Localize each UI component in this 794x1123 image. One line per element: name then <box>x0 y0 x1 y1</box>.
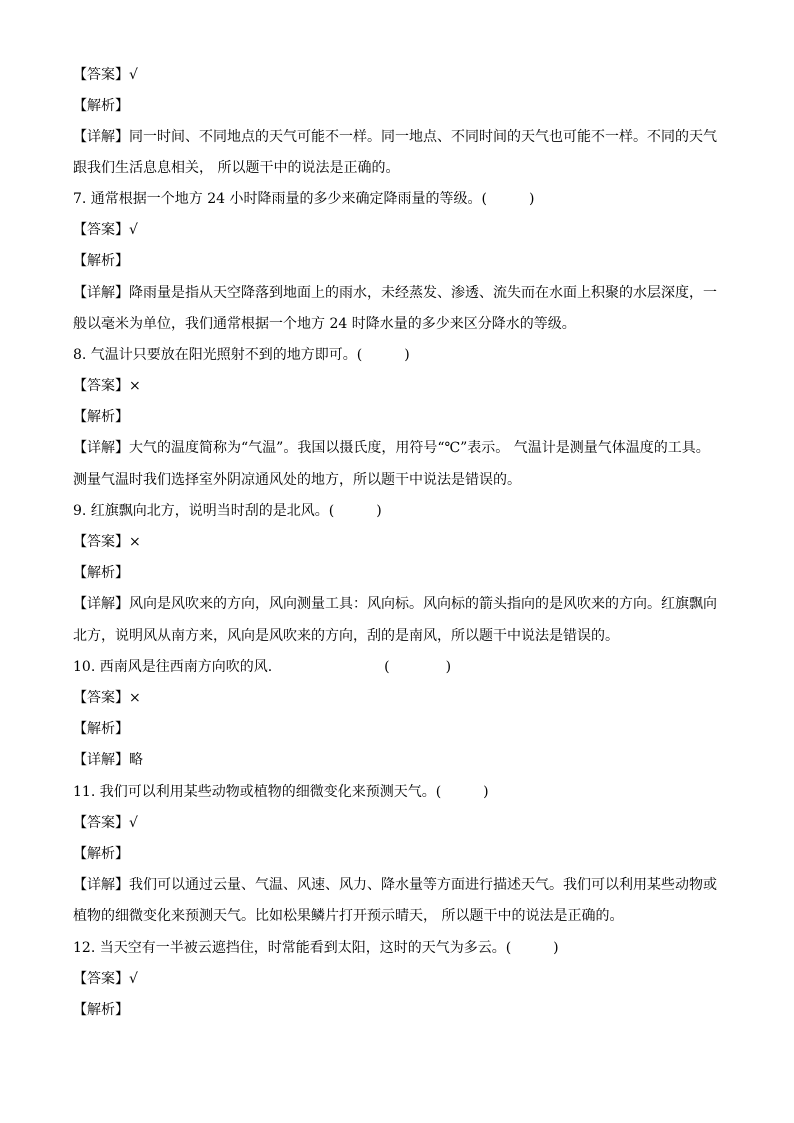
question-11: 11. 我们可以利用某些动物或植物的细微变化来预测天气。( ) <box>73 784 489 800</box>
answer-label: 【答案】× <box>73 378 141 394</box>
detail-text: 【详解】我们可以通过云量、气温、风速、风力、降水量等方面进行描述天气。我们可以利用某些动物或 <box>73 877 717 893</box>
answer-label: 【答案】√ <box>73 971 138 987</box>
detail-text: 北方，说明风从南方来，风向是风吹来的方向，刮的是南风，所以题干中说法是错误的。 <box>73 628 619 644</box>
analysis-label: 【解析】 <box>73 1002 129 1018</box>
question-9: 9. 红旗飘向北方，说明当时刮的是北风。( ) <box>73 503 382 519</box>
analysis-label: 【解析】 <box>73 253 129 269</box>
detail-text: 跟我们生活息息相关， 所以题干中的说法是正确的。 <box>73 160 400 176</box>
analysis-label: 【解析】 <box>73 565 129 581</box>
analysis-label: 【解析】 <box>73 98 129 114</box>
question-8: 8. 气温计只要放在阳光照射不到的地方即可。( ) <box>73 347 410 363</box>
answer-label: 【答案】√ <box>73 222 138 238</box>
question-12: 12. 当天空有一半被云遮挡住，时常能看到太阳，这时的天气为多云。( ) <box>73 940 559 956</box>
detail-text: 【详解】风向是风吹来的方向，风向测量工具：风向标。风向标的箭头指向的是风吹来的方向。红旗飘向 <box>73 596 717 612</box>
detail-text: 般以毫米为单位，我们通常根据一个地方 24 时降水量的多少来区分降水的等级。 <box>73 316 576 332</box>
detail-text: 【详解】降雨量是指从天空降落到地面上的雨水，未经蒸发、渗透、流失而在水面上积聚的水层深度，一 <box>73 285 717 301</box>
answer-label: 【答案】√ <box>73 815 138 831</box>
analysis-label: 【解析】 <box>73 721 129 737</box>
detail-text: 植物的细微变化来预测天气。比如松果鳞片打开预示晴天， 所以题干中的说法是正确的。 <box>73 908 624 924</box>
detail-text: 测量气温时我们选择室外阴凉通风处的地方，所以题干中说法是错误的。 <box>73 472 521 488</box>
question-10: 10. 西南风是往西南方向吹的风. ( ) <box>73 659 452 675</box>
analysis-label: 【解析】 <box>73 846 129 862</box>
detail-text: 【详解】大气的温度简称为“气温”。我国以摄氏度，用符号“℃”表示。 气温计是测量气体温度的工具。 <box>73 440 710 456</box>
answer-label: 【答案】× <box>73 690 141 706</box>
analysis-label: 【解析】 <box>73 409 129 425</box>
answer-label: 【答案】√ <box>73 67 138 83</box>
question-7: 7. 通常根据一个地方 24 小时降雨量的多少来确定降雨量的等级。( ) <box>73 191 535 207</box>
detail-text: 【详解】同一时间、不同地点的天气可能不一样。同一地点、不同时间的天气也可能不一样。不同的天气 <box>73 129 717 145</box>
detail-text: 【详解】略 <box>73 752 143 768</box>
answer-label: 【答案】× <box>73 534 141 550</box>
